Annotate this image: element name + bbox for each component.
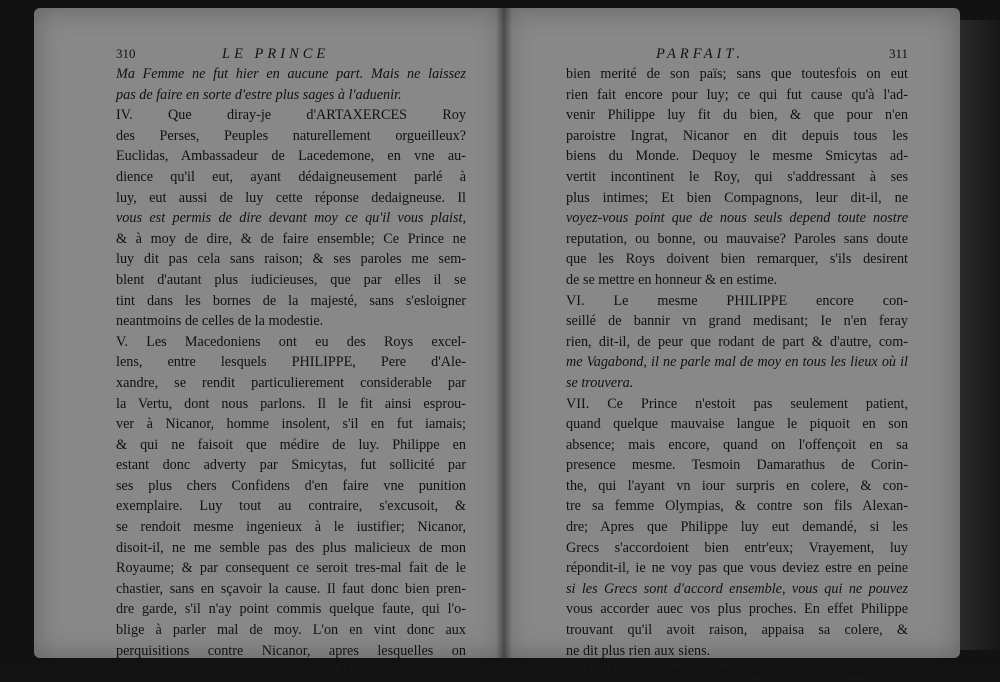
text-line: dience qu'il eut, ayant dédaigneusement parlé à — [116, 168, 466, 185]
text-line: tre sa femme Olympias, & contre son fils Alexan- — [566, 498, 908, 515]
text-line: répondit-il, ie ne voy pas que vous deviez estre en peine — [566, 560, 908, 577]
left-running-title: LE PRINCE — [222, 46, 330, 62]
text-line: des Perses, Peuples naturellement orgueilleux? — [116, 127, 466, 144]
text-line: me Vagabond, il ne parle mal de moy en tous les lieux où il — [566, 354, 908, 371]
text-line: exemplaire. Luy tout au contraire, s'excusoit, & — [116, 498, 466, 515]
text-line: si les Grecs sont d'accord ensemble, vous qui ne pouvez — [566, 580, 908, 597]
right-text-block — [566, 64, 908, 682]
book-edge — [960, 20, 1000, 650]
text-line: ses plus chers Confidens d'en faire vne punition — [116, 477, 466, 494]
text-line: vous accorder auec vos plus proches. En effet Philippe — [566, 601, 908, 618]
text-line: bien merité de son païs; sans que toutesfois on eut — [566, 66, 908, 82]
text-line: rien, dit-il, de peur que rodant de part & d'autre, com- — [566, 333, 908, 350]
text-line: venir Philippe luy fit du bien, & que pour n'en — [566, 107, 908, 124]
text-line: rien fait encore pour luy; ce qui fut cause qu'à l'ad- — [566, 86, 908, 103]
left-page — [34, 8, 504, 680]
text-line: reputation, ou bonne, ou mauvaise? Paroles sans doute — [566, 230, 908, 247]
text-line: chastier, sans en sçavoir la cause. Il faut donc bien pren- — [116, 580, 466, 597]
text-line: Grecs s'accordoient bien entr'eux; Vrayement, luy — [566, 539, 908, 556]
text-line: trouva que c'estoit vn pauvre Homme, qui avoit — [116, 663, 466, 680]
text-line: vertit incontinent le Roy, qui s'addressant à ses — [566, 168, 908, 185]
text-line: Royaume; & par consequent ce seroit tres-mal fait de le — [116, 560, 466, 577]
text-line: luy, eut aussi de luy cette réponse dedaigneuse. Il — [116, 189, 466, 206]
text-line: neantmoins de celles de la modestie. — [116, 313, 324, 330]
text-line: & à moy de dire, & de faire ensemble; Ce Prince ne — [116, 230, 466, 247]
text-line: paroistre Ingrat, Nicanor en dit depuis tous les — [566, 127, 908, 144]
text-line: V. Les Macedoniens ont eu des Roys excel- — [116, 333, 466, 350]
text-line: VII. Ce Prince n'estoit pas seulement patient, — [566, 395, 908, 412]
text-line: la Vertu, dont nous parlons. Il le fit ainsi esprou- — [116, 395, 466, 412]
right-page-number: 311 — [888, 46, 908, 61]
text-line: que les Roys doivent bien remarquer, s'ils desirent — [566, 251, 908, 268]
text-line: blige à parler mal de moy. L'on en vint donc aux — [116, 622, 466, 639]
text-line: lens, entre lesquels PHILIPPE, Pere d'Ale- — [116, 354, 466, 371]
text-line: pas de faire en sorte d'estre plus sages à l'aduenir. — [116, 86, 402, 103]
text-line: disoit-il, ne me semble pas des plus malicieux de mon — [116, 539, 466, 556]
text-line: & qui ne faisoit que médire de luy. Philippe en — [116, 436, 466, 453]
text-line: VIII. Le mesme eslevé sur son Tribunal, d'où — [566, 663, 908, 680]
text-line: VI. Le mesme PHILIPPE encore con- — [566, 292, 908, 309]
text-line: xandre, se rendit particulierement considerable par — [116, 374, 466, 391]
text-line: absence; mais encore, quand on l'offençoit en sa — [566, 436, 908, 453]
text-line: vous est permis de dire devant moy ce qu'il vous plaist, — [116, 210, 466, 227]
left-running-head — [116, 46, 466, 64]
text-line: quand quelque mauvaise langue le piquoit en son — [566, 416, 908, 433]
right-running-head — [566, 46, 908, 64]
text-line: ver à Nicanor, homme insolent, s'il en fut iamais; — [116, 416, 466, 433]
text-line: ne dit plus rien aux siens. — [566, 642, 711, 659]
text-line: dre; Apres que Philippe luy eut demandé, si les — [566, 519, 908, 536]
text-line: se trouvera. — [566, 374, 634, 391]
left-page-text — [116, 46, 466, 682]
text-line: tint dans les bornes de la majesté, sans s'esloigner — [116, 292, 466, 309]
text-line: plus intimes; Et bien Compagnons, leur dit-il, ne — [566, 189, 908, 206]
text-line: Euclidas, Ambassadeur de Lacedemone, en vne au- — [116, 148, 466, 165]
right-running-title: PARFAIT. — [656, 46, 744, 62]
text-line: dre garde, s'il n'ay point commis quelque faute, qui l'o- — [116, 601, 466, 618]
text-line: voyez-vous point que de nous seuls depend toute nostre — [566, 210, 908, 227]
text-line: presence mesme. Tesmoin Damarathus de Corin- — [566, 457, 908, 474]
book-gutter — [496, 8, 512, 658]
text-line: luy dit pas cela sans raison; & ses paroles me sem- — [116, 251, 466, 268]
text-line: se rendoit mesme ingenieux à le iustifier; Nicanor, — [116, 519, 466, 536]
text-line: Ma Femme ne fut hier en aucune part. Mais ne laissez — [116, 66, 466, 82]
text-line: IV. Que diray-je d'ARTAXERCES Roy — [116, 107, 466, 124]
left-text-block — [116, 64, 466, 682]
text-line: blent d'autant plus iudicieuses, que par elles il se — [116, 271, 466, 288]
text-line: seillé de bannir vn grand medisant; Ie n'en feray — [566, 313, 908, 330]
left-page-number: 310 — [116, 46, 136, 61]
right-page — [504, 8, 960, 680]
right-page-text — [566, 46, 908, 682]
text-line: de se mettre en honneur & en estime. — [566, 271, 778, 288]
text-line: biens du Monde. Dequoy le mesme Smicytas ad- — [566, 148, 908, 165]
text-line: perquisitions contre Nicanor, apres lesquelles on — [116, 642, 466, 659]
text-line: the, qui l'ayant vn iour surpris en colere, & con- — [566, 477, 908, 494]
text-line: estant donc adverty par Smicytas, fut sollicité par — [116, 457, 466, 474]
text-line: trouvant qu'il avoit raison, appaisa sa colere, & — [566, 622, 908, 639]
